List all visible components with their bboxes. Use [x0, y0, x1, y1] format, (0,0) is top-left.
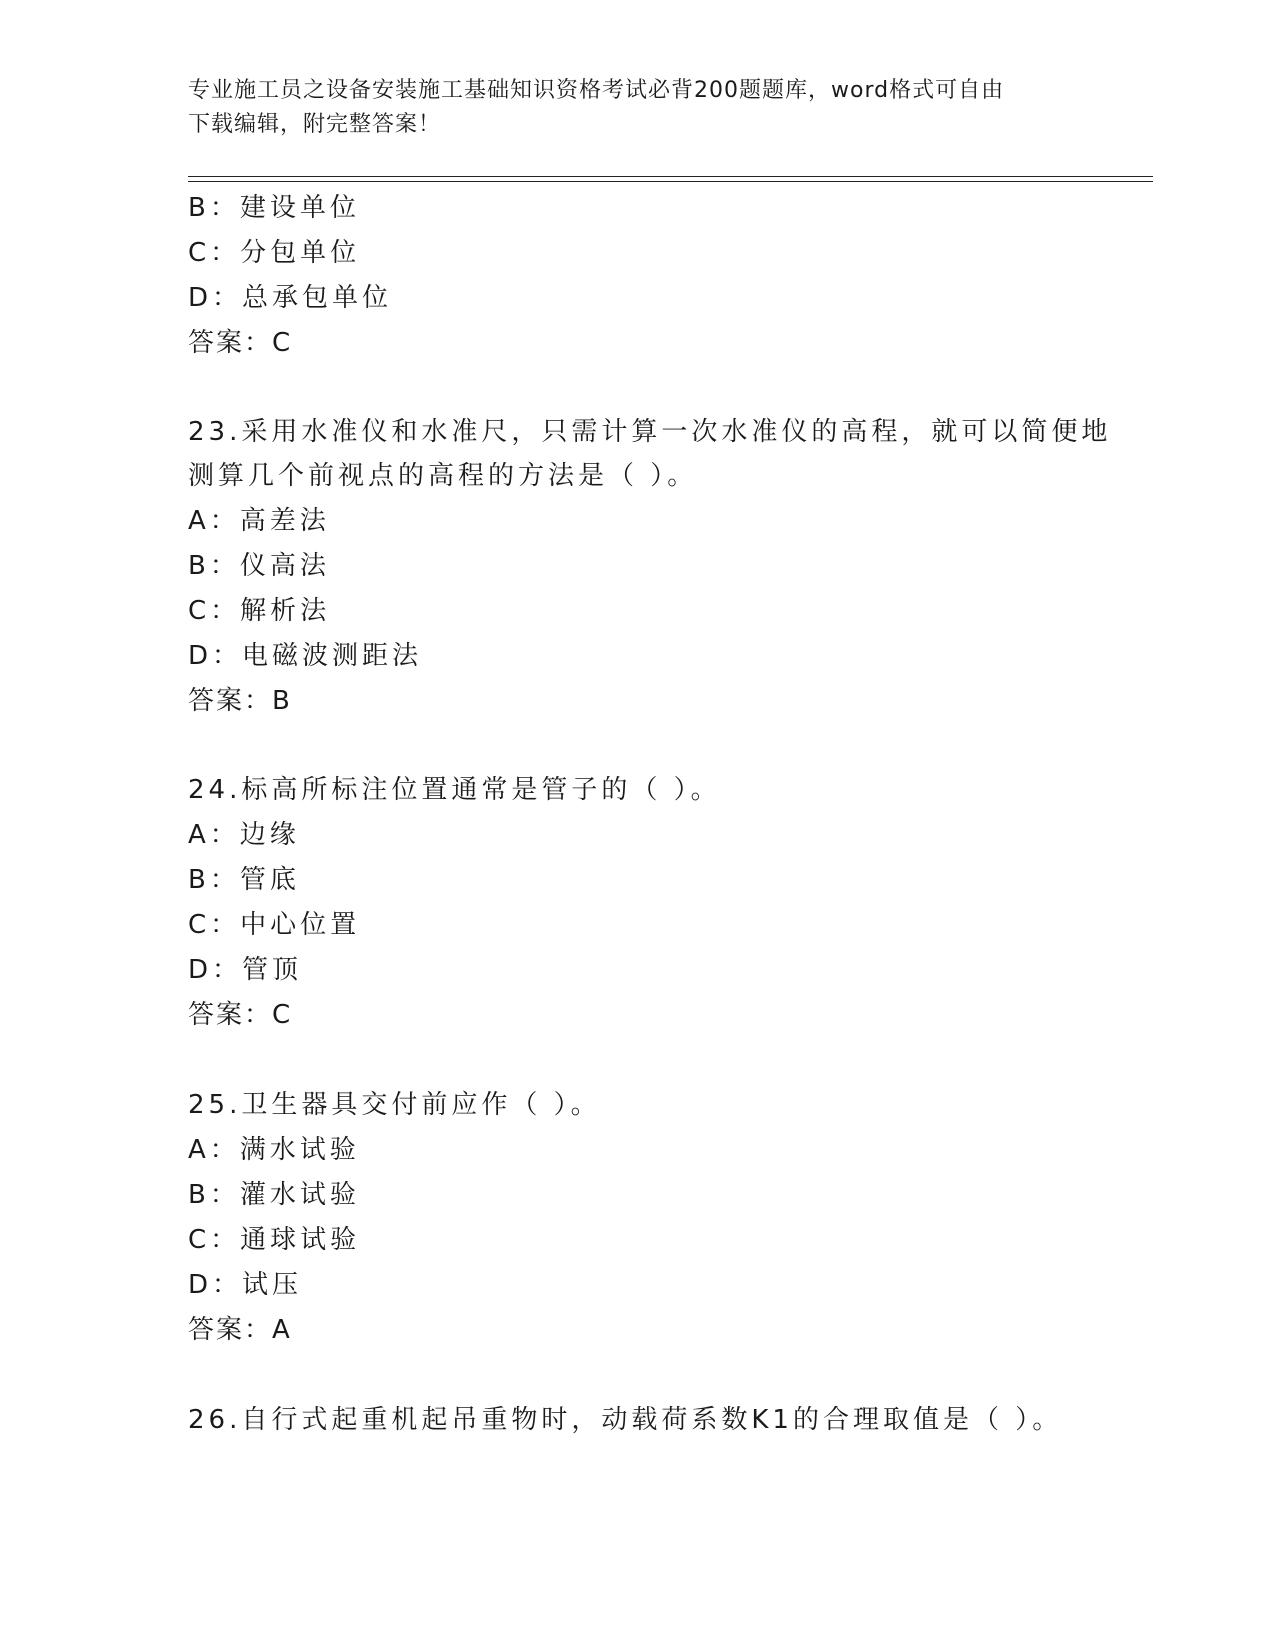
q25-stem: 25.卫生器具交付前应作（ ）。 [188, 1090, 601, 1120]
q23-option-b: B：仪高法 [188, 551, 330, 581]
q24-answer: 答案：C [188, 1000, 293, 1030]
q24-option-d: D：管顶 [188, 955, 303, 985]
q24-option-c: C：中心位置 [188, 910, 361, 940]
q25-option-a: A：满水试验 [188, 1135, 360, 1165]
q24-stem: 24.标高所标注位置通常是管子的（ ）。 [188, 775, 721, 805]
q25-answer: 答案：A [188, 1315, 292, 1345]
q22-option-d: D：总承包单位 [188, 283, 393, 313]
q23-option-a: A：高差法 [188, 506, 330, 536]
q23-option-c: C：解析法 [188, 596, 331, 626]
q25-option-b: B：灌水试验 [188, 1180, 360, 1210]
q23-stem-line1: 23.采用水准仪和水准尺，只需计算一次水准仪的高程，就可以简便地 [188, 417, 1112, 447]
q22-option-b: B：建设单位 [188, 193, 360, 223]
q25-option-d: D：试压 [188, 1270, 303, 1300]
q24-option-b: B：管底 [188, 865, 300, 895]
q23-answer: 答案：B [188, 686, 292, 716]
document-header: 专业施工员之设备安装施工基础知识资格考试必背200题题库，word格式可自由 下载编辑，附完整答案！ [188, 78, 1005, 137]
q26-stem: 26.自行式起重机起吊重物时，动载荷系数K1的合理取值是（ ）。 [188, 1405, 1063, 1435]
q25-option-c: C：通球试验 [188, 1225, 361, 1255]
q23-stem-line2: 测算几个前视点的高程的方法是（ ）。 [188, 461, 698, 491]
q23-option-d: D：电磁波测距法 [188, 641, 423, 671]
header-rule-top [188, 176, 1153, 177]
q24-option-a: A：边缘 [188, 820, 300, 850]
q22-answer: 答案：C [188, 328, 293, 358]
q22-option-c: C：分包单位 [188, 238, 361, 268]
header-rule-bottom [188, 181, 1153, 182]
